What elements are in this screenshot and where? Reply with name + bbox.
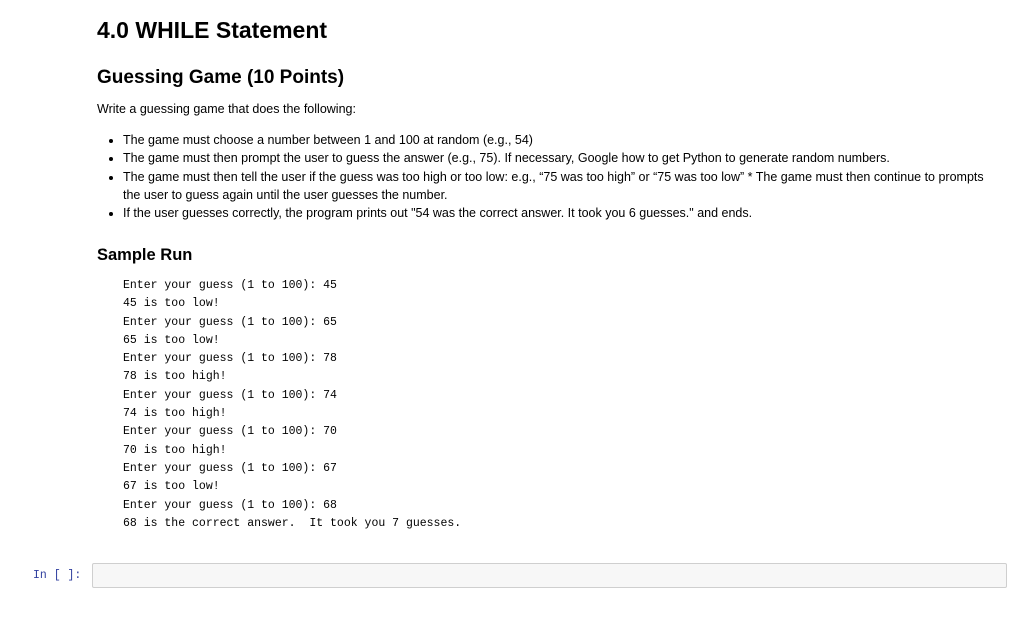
list-item: • If the user guesses correctly, the program prints out "54 was the correct answer. It took you 6 guesses." and ends. (123, 204, 1003, 222)
list-item: • The game must choose a number between 1 and 100 at random (e.g., 54) (123, 131, 1003, 149)
sample-line: Enter your guess (1 to 100): 45 (123, 279, 337, 292)
sample-line: 65 is too low! (123, 333, 220, 347)
requirements-list (97, 131, 1003, 222)
sample-line: Enter your guess (1 to 100): 67 (123, 461, 337, 475)
sample-line: Enter your guess (1 to 100): 78 (123, 352, 337, 366)
sample-line: 74 is too high! (123, 407, 227, 421)
intro-text: Write a guessing game that does the following: (97, 102, 356, 116)
sample-output-block (123, 277, 461, 533)
list-item: • The game must then prompt the user to guess the answer (e.g., 75). If necessary, Google how to get Python to generate random numbers. (123, 149, 1003, 167)
sample-line: Enter your guess (1 to 100): 70 (123, 425, 337, 439)
section-title: 4.0 WHILE Statement (97, 17, 328, 43)
sample-line: 70 is too high! (123, 443, 227, 457)
sample-line: 45 is too low! (123, 297, 220, 311)
sample-run-title: Sample Run (97, 246, 193, 264)
exercise-title: Guessing Game (10 Points) (97, 67, 345, 88)
sample-line: 78 is too high! (123, 370, 227, 384)
list-item: • The game must then tell the user if the guess was too high or too low: e.g., “75 was too high” or “75 was too low” * The game must then continue to prompts the user to guess again until the user guesses the number. (123, 168, 1003, 205)
sample-line: 68 is the correct answer. It took you 7 guesses. (123, 516, 462, 530)
sample-line: Enter your guess (1 to 100): 65 (123, 315, 337, 329)
cell-prompt: In [ ]: (33, 569, 82, 582)
sample-line: Enter your guess (1 to 100): 74 (123, 388, 337, 402)
sample-line: 67 is too low! (123, 480, 220, 494)
sample-line: Enter your guess (1 to 100): 68 (123, 498, 337, 512)
code-cell-input[interactable] (92, 563, 1007, 588)
